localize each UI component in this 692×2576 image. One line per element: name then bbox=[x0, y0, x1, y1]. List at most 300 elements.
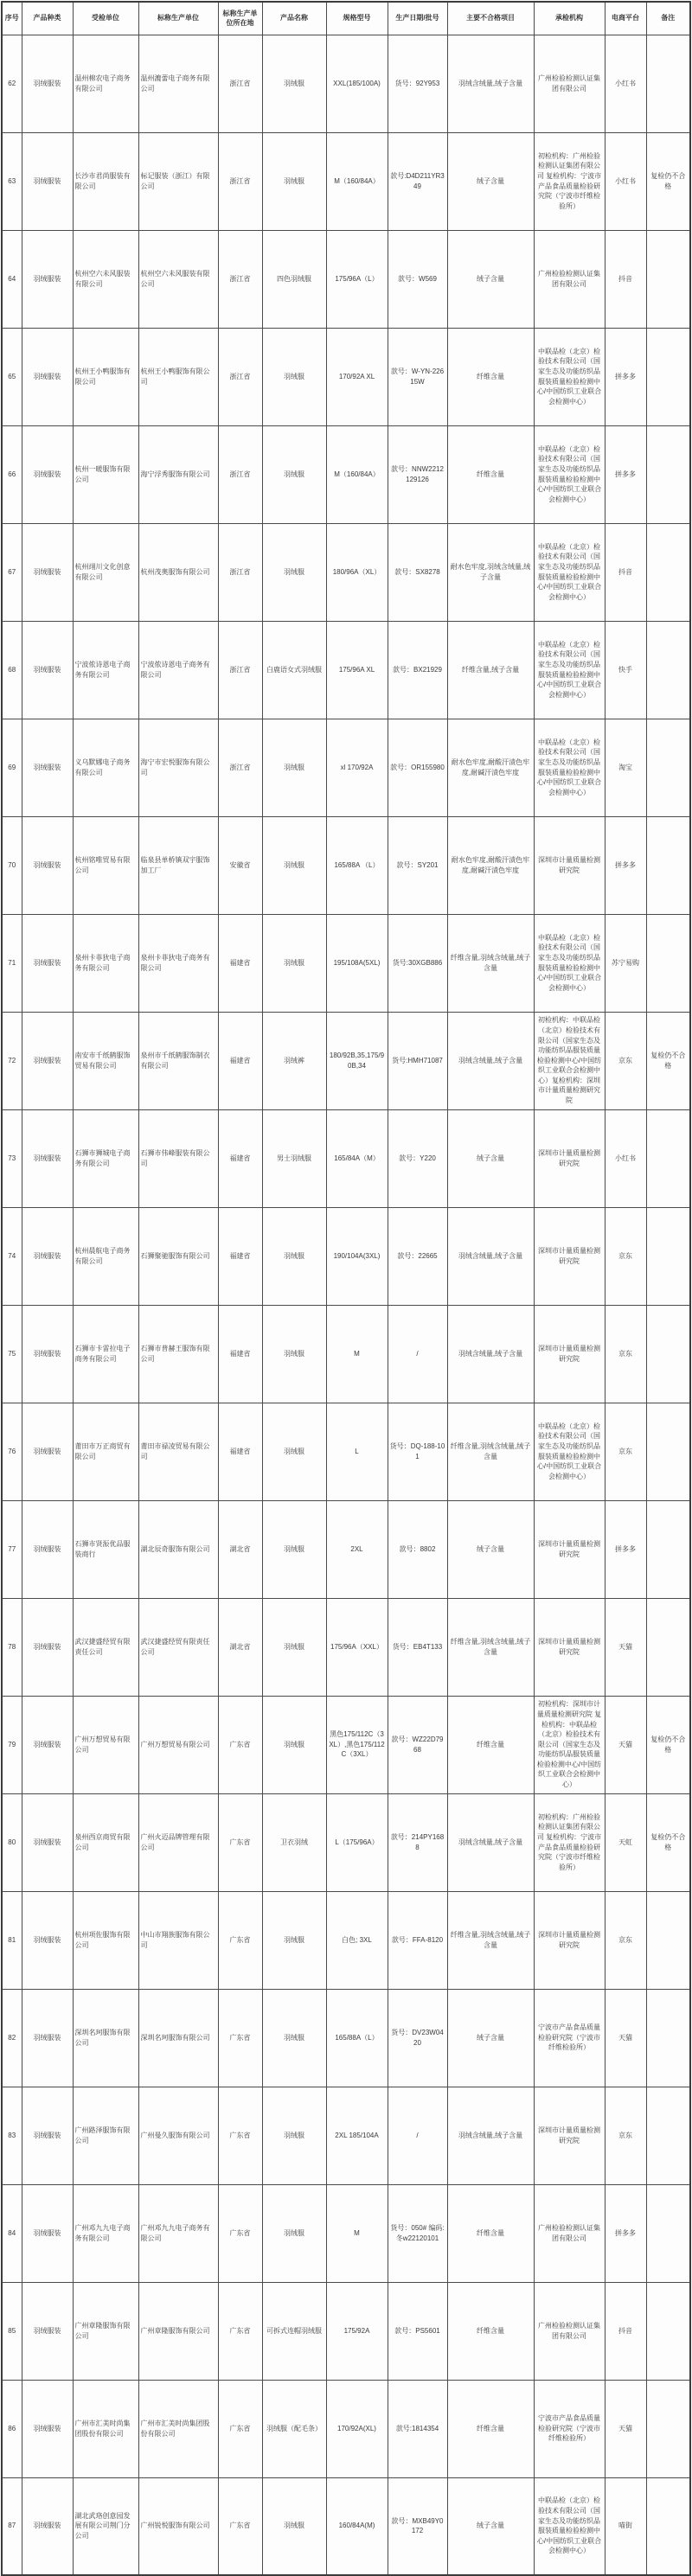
cell-product: 羽绒服 bbox=[262, 35, 326, 132]
cell-inspected_unit: 深圳名珂服饰有限公司 bbox=[73, 1989, 138, 2087]
cell-failed_items: 纤维含量,羽绒含绒量,绒子含量 bbox=[447, 1891, 534, 1989]
cell-failed_items: 纤维含量 bbox=[447, 2282, 534, 2380]
cell-spec: L bbox=[326, 1403, 388, 1500]
cell-inspected_unit: 湖北武珞创意园发展有限公司荆门分公司 bbox=[73, 2477, 138, 2575]
cell-batch: 款号：OR155980 bbox=[388, 719, 447, 816]
cell-failed_items: 纤维含量 bbox=[447, 2184, 534, 2282]
cell-remark bbox=[646, 719, 690, 816]
cell-province: 浙江省 bbox=[218, 35, 262, 132]
cell-province: 广东省 bbox=[218, 2477, 262, 2575]
cell-batch: 货号:30XGB886 bbox=[388, 914, 447, 1012]
cell-province: 广东省 bbox=[218, 2184, 262, 2282]
cell-category: 羽绒服装 bbox=[22, 2184, 73, 2282]
cell-no: 85 bbox=[2, 2282, 22, 2380]
cell-batch: 款号：SX8278 bbox=[388, 523, 447, 621]
table-row bbox=[2, 1403, 690, 1500]
cell-failed_items: 绒子含量 bbox=[447, 132, 534, 230]
cell-batch: 货号：DV23W0420 bbox=[388, 1989, 447, 2087]
cell-inspected_unit: 南安市千纸鹤服饰贸易有限公司 bbox=[73, 1012, 138, 1109]
cell-category: 羽绒服装 bbox=[22, 1793, 73, 1891]
cell-failed_items: 纤维含量 bbox=[447, 2380, 534, 2477]
cell-product: 羽绒服（配毛条） bbox=[262, 2380, 326, 2477]
cell-spec: 180/92B,35,175/90B,34 bbox=[326, 1012, 388, 1109]
cell-platform: 天虹 bbox=[605, 1793, 646, 1891]
cell-product: 羽绒服 bbox=[262, 1305, 326, 1403]
cell-product: 四色羽绒服 bbox=[262, 230, 326, 328]
cell-remark bbox=[646, 2380, 690, 2477]
cell-remark: 复检仍不合格 bbox=[646, 1012, 690, 1109]
cell-manufacturer: 中山市翔族服饰有限公司 bbox=[138, 1891, 218, 1989]
cell-manufacturer: 泉州市千纸鹤服饰制衣有限公司 bbox=[138, 1012, 218, 1109]
cell-remark bbox=[646, 1500, 690, 1598]
cell-failed_items: 绒子含量 bbox=[447, 2477, 534, 2575]
cell-manufacturer: 广州万想贸易有限公司 bbox=[138, 1696, 218, 1793]
cell-spec: 175/96A（XXL） bbox=[326, 1598, 388, 1696]
cell-failed_items: 纤维含量,羽绒含绒量,绒子含量 bbox=[447, 1403, 534, 1500]
cell-failed_items: 纤维含量 bbox=[447, 1696, 534, 1793]
cell-province: 安徽省 bbox=[218, 816, 262, 914]
cell-product: 羽绒服 bbox=[262, 132, 326, 230]
cell-spec: M bbox=[326, 2184, 388, 2282]
cell-failed_items: 纤维含量,羽绒含绒量,绒子含量 bbox=[447, 914, 534, 1012]
cell-failed_items: 纤维含量 bbox=[447, 425, 534, 523]
cell-manufacturer: 广州火迈品牌管理有限公司 bbox=[138, 1793, 218, 1891]
cell-manufacturer: 临泉县单桥镇双宇服饰加工厂 bbox=[138, 816, 218, 914]
cell-platform: 抖音 bbox=[605, 230, 646, 328]
cell-manufacturer: 杭州茂奥服饰有限公司 bbox=[138, 523, 218, 621]
cell-remark bbox=[646, 816, 690, 914]
cell-category: 羽绒服装 bbox=[22, 2380, 73, 2477]
cell-inspection_org: 中联品检（北京）检验技术有限公司（国家生态及功能纺织品服装质量检验检测中心/中国纺织工业联合会检测中心） bbox=[534, 328, 605, 425]
cell-manufacturer: 石狮市伟峰服装有限公司 bbox=[138, 1109, 218, 1207]
cell-spec: XXL(185/100A) bbox=[326, 35, 388, 132]
cell-manufacturer: 广州章隆服饰有限公司 bbox=[138, 2282, 218, 2380]
cell-failed_items: 纤维含量,绒子含量 bbox=[447, 621, 534, 719]
cell-province: 福建省 bbox=[218, 1305, 262, 1403]
table-row bbox=[2, 1598, 690, 1696]
cell-spec: 170/92A(XL) bbox=[326, 2380, 388, 2477]
cell-category: 羽绒服装 bbox=[22, 2477, 73, 2575]
cell-failed_items: 耐水色牢度,耐酸汗渍色牢度,耐碱汗渍色牢度 bbox=[447, 816, 534, 914]
cell-inspection_org: 宁波市产品食品质量检验研究院（宁波市纤维检验所） bbox=[534, 1989, 605, 2087]
cell-product: 可拆式连帽羽绒服 bbox=[262, 2282, 326, 2380]
cell-platform: 小红书 bbox=[605, 132, 646, 230]
cell-platform: 京东 bbox=[605, 1207, 646, 1305]
cell-manufacturer: 海宁浮秀服饰有限公司 bbox=[138, 425, 218, 523]
cell-spec: 175/96A（L） bbox=[326, 230, 388, 328]
cell-batch: 款号：MXB49Y0172 bbox=[388, 2477, 447, 2575]
cell-inspected_unit: 广州路泽服饰有限公司 bbox=[73, 2087, 138, 2184]
cell-inspection_org: 中联品检（北京）检验技术有限公司（国家生态及功能纺织品服装质量检验检测中心/中国纺织工业联合会检测中心） bbox=[534, 719, 605, 816]
table-row bbox=[2, 35, 690, 132]
column-header-category: 产品种类 bbox=[22, 2, 73, 35]
cell-batch: 款号：22665 bbox=[388, 1207, 447, 1305]
cell-platform: 拼多多 bbox=[605, 425, 646, 523]
cell-spec: 190/104A(3XL) bbox=[326, 1207, 388, 1305]
cell-province: 福建省 bbox=[218, 1109, 262, 1207]
cell-product: 羽绒服 bbox=[262, 2087, 326, 2184]
cell-category: 羽绒服装 bbox=[22, 328, 73, 425]
cell-failed_items: 纤维含量,羽绒含绒量,绒子含量 bbox=[447, 1598, 534, 1696]
cell-manufacturer: 深圳名珂服饰有限公司 bbox=[138, 1989, 218, 2087]
cell-inspected_unit: 石狮市狮城电子商务有限公司 bbox=[73, 1109, 138, 1207]
cell-inspected_unit: 广州邓九九电子商务有限公司 bbox=[73, 2184, 138, 2282]
cell-remark bbox=[646, 1989, 690, 2087]
cell-remark bbox=[646, 328, 690, 425]
cell-no: 72 bbox=[2, 1012, 22, 1109]
table-row bbox=[2, 914, 690, 1012]
table-row bbox=[2, 1012, 690, 1109]
cell-no: 71 bbox=[2, 914, 22, 1012]
cell-failed_items: 耐水色牢度,耐酸汗渍色牢度,耐碱汗渍色牢度 bbox=[447, 719, 534, 816]
cell-batch: 款号：WZ22D7968 bbox=[388, 1696, 447, 1793]
cell-category: 羽绒服装 bbox=[22, 1598, 73, 1696]
cell-remark bbox=[646, 1891, 690, 1989]
column-header-inspection_org: 承检机构 bbox=[534, 2, 605, 35]
column-header-manufacturer: 标称生产单位 bbox=[138, 2, 218, 35]
cell-province: 广东省 bbox=[218, 1891, 262, 1989]
cell-platform: 抖音 bbox=[605, 523, 646, 621]
table-row bbox=[2, 1793, 690, 1891]
cell-inspection_org: 深圳市计量质量检测研究院 bbox=[534, 1598, 605, 1696]
cell-inspected_unit: 长沙市君尚服装有限公司 bbox=[73, 132, 138, 230]
cell-batch: 款号：SY201 bbox=[388, 816, 447, 914]
cell-spec: xl 170/92A bbox=[326, 719, 388, 816]
cell-platform: 淘宝 bbox=[605, 719, 646, 816]
cell-manufacturer: 广州邓九九电子商务有限公司 bbox=[138, 2184, 218, 2282]
cell-category: 羽绒服装 bbox=[22, 1109, 73, 1207]
cell-batch: 款号：214PY1688 bbox=[388, 1793, 447, 1891]
cell-batch: / bbox=[388, 1305, 447, 1403]
column-header-platform: 电商平台 bbox=[605, 2, 646, 35]
cell-no: 81 bbox=[2, 1891, 22, 1989]
cell-manufacturer: 莆田市禄凌贸易有限公司 bbox=[138, 1403, 218, 1500]
cell-platform: 拼多多 bbox=[605, 1500, 646, 1598]
cell-inspected_unit: 宁波侬诗恩电子商务有限公司 bbox=[73, 621, 138, 719]
cell-province: 浙江省 bbox=[218, 621, 262, 719]
cell-province: 浙江省 bbox=[218, 230, 262, 328]
table-row bbox=[2, 1109, 690, 1207]
cell-product: 羽绒服 bbox=[262, 2477, 326, 2575]
cell-failed_items: 绒子含量 bbox=[447, 1109, 534, 1207]
column-header-no: 序号 bbox=[2, 2, 22, 35]
cell-remark bbox=[646, 2184, 690, 2282]
cell-manufacturer: 石狮聚驰服饰有限公司 bbox=[138, 1207, 218, 1305]
cell-remark bbox=[646, 230, 690, 328]
cell-no: 77 bbox=[2, 1500, 22, 1598]
cell-spec: 195/108A(5XL) bbox=[326, 914, 388, 1012]
cell-no: 83 bbox=[2, 2087, 22, 2184]
cell-spec: 170/92A XL bbox=[326, 328, 388, 425]
cell-product: 羽绒服 bbox=[262, 2184, 326, 2282]
cell-inspected_unit: 杭州空六未风服装有限公司 bbox=[73, 230, 138, 328]
cell-province: 福建省 bbox=[218, 1207, 262, 1305]
table-row bbox=[2, 2087, 690, 2184]
cell-product: 羽绒服 bbox=[262, 914, 326, 1012]
cell-inspection_org: 中联品检（北京）检验技术有限公司（国家生态及功能纺织品服装质量检验检测中心/中国纺织工业联合会检测中心） bbox=[534, 425, 605, 523]
cell-province: 湖北省 bbox=[218, 1598, 262, 1696]
cell-platform: 小红书 bbox=[605, 1109, 646, 1207]
column-header-product: 产品名称 bbox=[262, 2, 326, 35]
cell-province: 福建省 bbox=[218, 914, 262, 1012]
cell-province: 浙江省 bbox=[218, 132, 262, 230]
cell-remark bbox=[646, 2477, 690, 2575]
cell-inspection_org: 广州检验检测认证集团有限公司 bbox=[534, 2184, 605, 2282]
table-row bbox=[2, 1696, 690, 1793]
cell-remark bbox=[646, 1305, 690, 1403]
cell-category: 羽绒服装 bbox=[22, 1696, 73, 1793]
cell-spec: 165/88A （L） bbox=[326, 816, 388, 914]
cell-inspected_unit: 义乌默娜电子商务有限公司 bbox=[73, 719, 138, 816]
cell-inspected_unit: 温州棉农电子商务有限公司 bbox=[73, 35, 138, 132]
cell-inspection_org: 初检机构：广州检验检测认证集团有限公司 复检机构：宁波市产品食品质量检验研究院（宁波市纤维检验所） bbox=[534, 1793, 605, 1891]
cell-spec: M bbox=[326, 1305, 388, 1403]
cell-inspection_org: 中联品检（北京）检验技术有限公司（国家生态及功能纺织品服装质量检验检测中心/中国纺织工业联合会检测中心） bbox=[534, 621, 605, 719]
cell-product: 羽绒服 bbox=[262, 719, 326, 816]
cell-inspection_org: 中联品检（北京）检验技术有限公司（国家生态及功能纺织品服装质量检验检测中心/中国纺织工业联合会检测中心） bbox=[534, 523, 605, 621]
cell-platform: 抖音 bbox=[605, 2282, 646, 2380]
cell-product: 羽绒服 bbox=[262, 1891, 326, 1989]
cell-platform: 京东 bbox=[605, 1012, 646, 1109]
cell-batch: 款号:D4D211YR349 bbox=[388, 132, 447, 230]
cell-category: 羽绒服装 bbox=[22, 2087, 73, 2184]
cell-province: 广东省 bbox=[218, 1989, 262, 2087]
table-row bbox=[2, 425, 690, 523]
cell-failed_items: 绒子含量 bbox=[447, 1500, 534, 1598]
cell-inspection_org: 中联品检（北京）检验技术有限公司（国家生态及功能纺织品服装质量检验检测中心/中国纺织工业联合会检测中心） bbox=[534, 2477, 605, 2575]
cell-batch: 款号：Y220 bbox=[388, 1109, 447, 1207]
cell-failed_items: 羽绒含绒量,绒子含量 bbox=[447, 2087, 534, 2184]
cell-product: 男士羽绒服 bbox=[262, 1109, 326, 1207]
table-row bbox=[2, 2477, 690, 2575]
cell-province: 浙江省 bbox=[218, 425, 262, 523]
cell-inspection_org: 宁波市产品食品质量检验研究院（宁波市纤维检验所） bbox=[534, 2380, 605, 2477]
cell-inspection_org: 初检机构：中联品检（北京）检验技术有限公司（国家生态及功能纺织品服装质量检验检测中心/中国纺织工业联合会检测中心）复检机构：深圳市计量质量检测研究院 bbox=[534, 1012, 605, 1109]
table-row bbox=[2, 328, 690, 425]
cell-no: 69 bbox=[2, 719, 22, 816]
cell-province: 广东省 bbox=[218, 2282, 262, 2380]
cell-platform: 京东 bbox=[605, 1403, 646, 1500]
table-row bbox=[2, 523, 690, 621]
cell-product: 羽绒服 bbox=[262, 425, 326, 523]
cell-batch: 款号：8802 bbox=[388, 1500, 447, 1598]
cell-no: 64 bbox=[2, 230, 22, 328]
cell-failed_items: 羽绒含绒量,绒子含量 bbox=[447, 1012, 534, 1109]
cell-inspected_unit: 武汉捷盛经贸有限责任公司 bbox=[73, 1598, 138, 1696]
cell-no: 70 bbox=[2, 816, 22, 914]
cell-manufacturer: 石狮市普赫王服饰有限公司 bbox=[138, 1305, 218, 1403]
cell-batch: 款号：W569 bbox=[388, 230, 447, 328]
cell-manufacturer: 广州锐悦服饰有限公司 bbox=[138, 2477, 218, 2575]
cell-batch: 货号:HMH71087 bbox=[388, 1012, 447, 1109]
cell-failed_items: 绒子含量 bbox=[447, 230, 534, 328]
cell-spec: M（160/84A） bbox=[326, 132, 388, 230]
cell-batch: 货号：DQ-188-101 bbox=[388, 1403, 447, 1500]
cell-remark bbox=[646, 2282, 690, 2380]
cell-batch: 货号：050# 编码:冬w22120101 bbox=[388, 2184, 447, 2282]
cell-manufacturer: 温州漉蕾电子商务有限公司 bbox=[138, 35, 218, 132]
cell-platform: 拼多多 bbox=[605, 328, 646, 425]
cell-category: 羽绒服装 bbox=[22, 1403, 73, 1500]
cell-failed_items: 羽绒含绒量,绒子含量 bbox=[447, 35, 534, 132]
cell-no: 74 bbox=[2, 1207, 22, 1305]
cell-product: 羽绒裤 bbox=[262, 1012, 326, 1109]
cell-batch: 款号：NNW2212129126 bbox=[388, 425, 447, 523]
cell-category: 羽绒服装 bbox=[22, 1500, 73, 1598]
cell-province: 广东省 bbox=[218, 2087, 262, 2184]
table-row bbox=[2, 2282, 690, 2380]
cell-spec: 白色; 3XL bbox=[326, 1891, 388, 1989]
cell-spec: 2XL 185/104A bbox=[326, 2087, 388, 2184]
cell-product: 羽绒服 bbox=[262, 1207, 326, 1305]
cell-manufacturer: 广州曼久服饰有限公司 bbox=[138, 2087, 218, 2184]
cell-remark bbox=[646, 2087, 690, 2184]
cell-no: 79 bbox=[2, 1696, 22, 1793]
table-row bbox=[2, 719, 690, 816]
cell-batch: 款号：W-YN-22615W bbox=[388, 328, 447, 425]
table-row bbox=[2, 1989, 690, 2087]
cell-no: 76 bbox=[2, 1403, 22, 1500]
cell-product: 羽绒服 bbox=[262, 1403, 326, 1500]
cell-inspection_org: 深圳市计量质量检测研究院 bbox=[534, 1207, 605, 1305]
cell-platform: 天猫 bbox=[605, 1598, 646, 1696]
cell-inspection_org: 初检机构：深圳市计量质量检测研究院 复检机构：中联品检（北京）检验技术有限公司（国家生态及功能纺织品服装质量检验检测中心/中国纺织工业联合会检测中心） bbox=[534, 1696, 605, 1793]
cell-spec: 165/88A（L） bbox=[326, 1989, 388, 2087]
cell-category: 羽绒服装 bbox=[22, 621, 73, 719]
cell-category: 羽绒服装 bbox=[22, 523, 73, 621]
cell-manufacturer: 泉州卡菲狄电子商务有限公司 bbox=[138, 914, 218, 1012]
cell-manufacturer: 广州市汇美时尚集团股份有限公司 bbox=[138, 2380, 218, 2477]
cell-inspection_org: 深圳市计量质量检测研究院 bbox=[534, 1305, 605, 1403]
cell-failed_items: 羽绒含绒量,绒子含量 bbox=[447, 1793, 534, 1891]
cell-inspection_org: 初检机构：广州检验检测认证集团有限公司 复检机构：宁波市产品食品质量检验研究院（宁波市纤维检验所） bbox=[534, 132, 605, 230]
cell-product: 白鹿语女式羽绒服 bbox=[262, 621, 326, 719]
cell-spec: 175/96A XL bbox=[326, 621, 388, 719]
cell-manufacturer: 武汉捷盛经贸有限责任公司 bbox=[138, 1598, 218, 1696]
table-body bbox=[2, 35, 690, 2575]
cell-manufacturer: 杭州王小鸭服饰有限公司 bbox=[138, 328, 218, 425]
cell-inspection_org: 深圳市计量质量检测研究院 bbox=[534, 1891, 605, 1989]
cell-inspected_unit: 杭州一暖服饰有限公司 bbox=[73, 425, 138, 523]
cell-no: 87 bbox=[2, 2477, 22, 2575]
cell-failed_items: 纤维含量 bbox=[447, 328, 534, 425]
cell-product: 卫衣羽绒 bbox=[262, 1793, 326, 1891]
cell-category: 羽绒服装 bbox=[22, 230, 73, 328]
cell-inspection_org: 深圳市计量质量检测研究院 bbox=[534, 1500, 605, 1598]
cell-province: 浙江省 bbox=[218, 719, 262, 816]
table-row bbox=[2, 230, 690, 328]
cell-spec: 160/84A(M) bbox=[326, 2477, 388, 2575]
cell-category: 羽绒服装 bbox=[22, 719, 73, 816]
cell-category: 羽绒服装 bbox=[22, 132, 73, 230]
table-row bbox=[2, 1500, 690, 1598]
cell-no: 73 bbox=[2, 1109, 22, 1207]
cell-province: 福建省 bbox=[218, 1403, 262, 1500]
cell-product: 羽绒服 bbox=[262, 1696, 326, 1793]
cell-category: 羽绒服装 bbox=[22, 1989, 73, 2087]
cell-province: 湖北省 bbox=[218, 1500, 262, 1598]
cell-platform: 拼多多 bbox=[605, 816, 646, 914]
cell-failed_items: 羽绒含绒量,绒子含量 bbox=[447, 1207, 534, 1305]
cell-inspected_unit: 杭州王小鸭服饰有限公司 bbox=[73, 328, 138, 425]
cell-batch: 款号:1814354 bbox=[388, 2380, 447, 2477]
cell-no: 62 bbox=[2, 35, 22, 132]
table-row bbox=[2, 816, 690, 914]
cell-batch: 货号：92Y953 bbox=[388, 35, 447, 132]
cell-inspected_unit: 石狮市卡雷拉电子商务有限公司 bbox=[73, 1305, 138, 1403]
cell-category: 羽绒服装 bbox=[22, 914, 73, 1012]
cell-inspected_unit: 杭州项佐服饰有限公司 bbox=[73, 1891, 138, 1989]
cell-inspected_unit: 莆田市万正商贸有限公司 bbox=[73, 1403, 138, 1500]
cell-no: 86 bbox=[2, 2380, 22, 2477]
cell-batch: 货号：EB4T133 bbox=[388, 1598, 447, 1696]
cell-batch: 款号：PS5601 bbox=[388, 2282, 447, 2380]
cell-manufacturer: 标记服装（浙江）有限公司 bbox=[138, 132, 218, 230]
cell-platform: 京东 bbox=[605, 1305, 646, 1403]
cell-category: 羽绒服装 bbox=[22, 2282, 73, 2380]
cell-province: 浙江省 bbox=[218, 328, 262, 425]
table-header-row bbox=[2, 2, 690, 35]
cell-province: 广东省 bbox=[218, 2380, 262, 2477]
cell-inspection_org: 深圳市计量质量检测研究院 bbox=[534, 816, 605, 914]
cell-category: 羽绒服装 bbox=[22, 35, 73, 132]
table-row bbox=[2, 2184, 690, 2282]
cell-no: 78 bbox=[2, 1598, 22, 1696]
cell-inspected_unit: 石狮市贤浱优品服装商行 bbox=[73, 1500, 138, 1598]
cell-inspection_org: 广州检验检测认证集团有限公司 bbox=[534, 2282, 605, 2380]
cell-platform: 天猫 bbox=[605, 1696, 646, 1793]
inspection-results-table bbox=[1, 1, 691, 2576]
column-header-inspected_unit: 受检单位 bbox=[73, 2, 138, 35]
cell-spec: L（175/96A） bbox=[326, 1793, 388, 1891]
cell-category: 羽绒服装 bbox=[22, 1207, 73, 1305]
cell-remark: 复检仍不合格 bbox=[646, 132, 690, 230]
cell-no: 68 bbox=[2, 621, 22, 719]
cell-inspection_org: 广州检验检测认证集团有限公司 bbox=[534, 230, 605, 328]
cell-inspected_unit: 广州市汇美时尚集团股份有限公司 bbox=[73, 2380, 138, 2477]
cell-product: 羽绒服 bbox=[262, 523, 326, 621]
cell-failed_items: 耐水色牢度,羽绒含绒量,绒子含量 bbox=[447, 523, 534, 621]
column-header-remark: 备注 bbox=[646, 2, 690, 35]
cell-manufacturer: 杭州空六未风服装有限公司 bbox=[138, 230, 218, 328]
cell-product: 羽绒服 bbox=[262, 1598, 326, 1696]
cell-spec: 175/92A bbox=[326, 2282, 388, 2380]
cell-no: 65 bbox=[2, 328, 22, 425]
cell-batch: 款号：FFA-8120 bbox=[388, 1891, 447, 1989]
cell-no: 66 bbox=[2, 425, 22, 523]
cell-manufacturer: 海宁市宏悦服饰有限公司 bbox=[138, 719, 218, 816]
cell-remark bbox=[646, 914, 690, 1012]
cell-remark bbox=[646, 425, 690, 523]
cell-category: 羽绒服装 bbox=[22, 1305, 73, 1403]
cell-product: 羽绒服 bbox=[262, 1500, 326, 1598]
cell-platform: 拼多多 bbox=[605, 2184, 646, 2282]
cell-category: 羽绒服装 bbox=[22, 1012, 73, 1109]
cell-spec: M（160/84A） bbox=[326, 425, 388, 523]
cell-province: 广东省 bbox=[218, 1793, 262, 1891]
cell-no: 80 bbox=[2, 1793, 22, 1891]
table-row bbox=[2, 1305, 690, 1403]
cell-platform: 京东 bbox=[605, 2087, 646, 2184]
cell-inspected_unit: 泉州卡菲狄电子商务有限公司 bbox=[73, 914, 138, 1012]
cell-remark bbox=[646, 1403, 690, 1500]
cell-category: 羽绒服装 bbox=[22, 816, 73, 914]
cell-inspected_unit: 杭州铭唯贸易有限公司 bbox=[73, 816, 138, 914]
cell-remark: 复检仍不合格 bbox=[646, 1696, 690, 1793]
column-header-batch: 生产日期/批号 bbox=[388, 2, 447, 35]
cell-inspected_unit: 广州章隆服饰有限公司 bbox=[73, 2282, 138, 2380]
cell-platform: 京东 bbox=[605, 1891, 646, 1989]
